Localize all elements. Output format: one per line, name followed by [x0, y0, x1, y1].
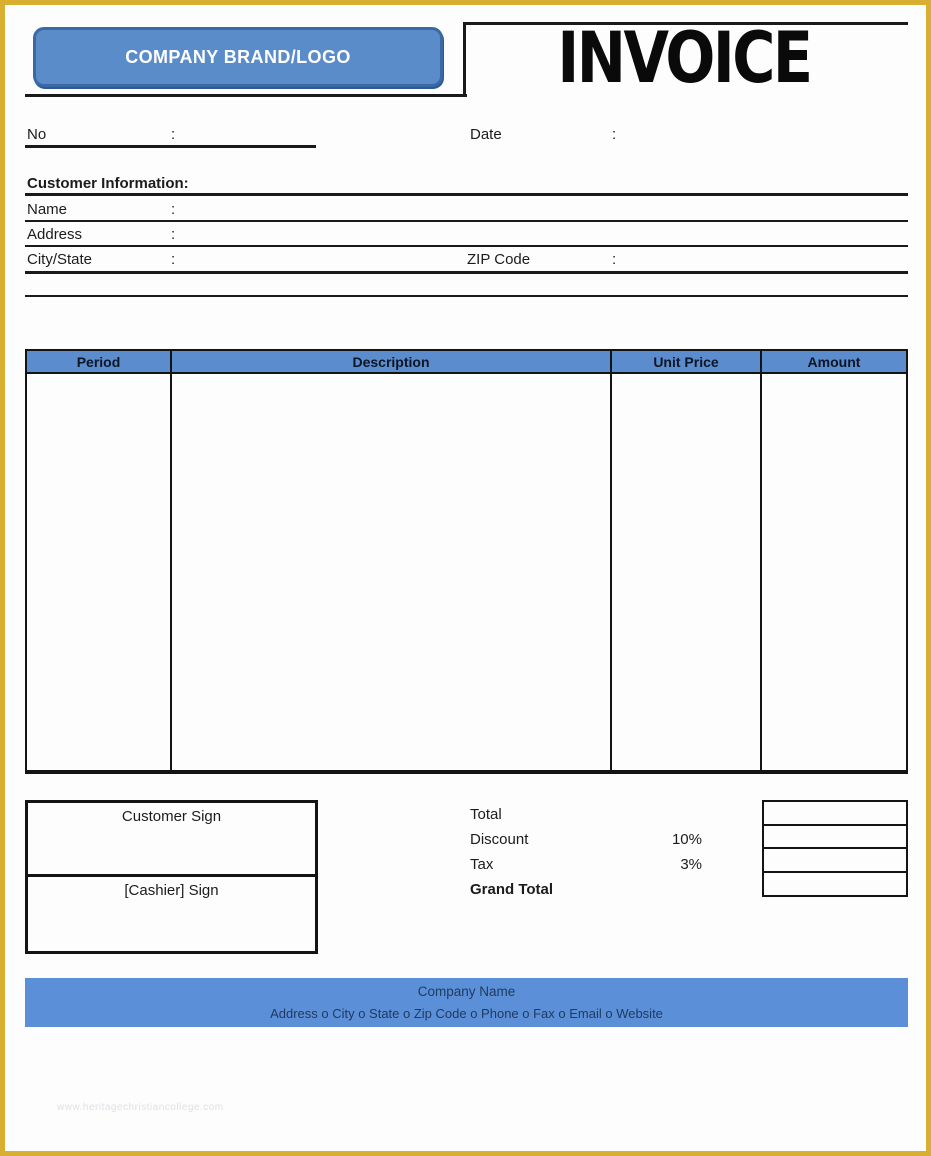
- date-label: Date: [470, 126, 502, 143]
- grand-total-amount-box[interactable]: [762, 871, 908, 897]
- header-divider-line: [25, 94, 467, 97]
- cashier-sign-box[interactable]: [25, 877, 318, 954]
- name-label: Name: [27, 201, 68, 218]
- footer-bar: [25, 978, 908, 1027]
- zip-code-label: ZIP Code: [467, 251, 531, 268]
- column-header-unit-price: Unit Price: [612, 351, 762, 372]
- items-table: [25, 349, 908, 774]
- footer-company-name: Company Name: [417, 984, 516, 999]
- customer-info-heading: Customer Information:: [27, 175, 189, 192]
- blank-field-line[interactable]: [25, 295, 908, 297]
- footer-contact-details: Address o City o State o Zip Code o Phone o Fax o Email o Website: [270, 1006, 663, 1021]
- discount-amount-box[interactable]: [762, 824, 908, 850]
- page-title: INVOICE: [557, 17, 811, 99]
- unit-price-column-body[interactable]: [612, 374, 762, 770]
- column-header-amount: Amount: [807, 353, 861, 370]
- city-state-label: City/State: [27, 251, 93, 268]
- date-colon: :: [612, 126, 617, 143]
- discount-value: 10%: [671, 831, 702, 848]
- watermark-text: www.heritagechristiancollege.com: [57, 1102, 224, 1113]
- address-colon: :: [171, 226, 176, 243]
- totals-amount-boxes: [762, 800, 908, 897]
- total-label: Total: [470, 806, 502, 823]
- description-column-body[interactable]: [172, 374, 612, 770]
- customer-sign-box[interactable]: [25, 800, 318, 877]
- city-state-colon: :: [171, 251, 176, 268]
- column-header-period: Period: [27, 351, 172, 372]
- discount-label: Discount: [470, 831, 529, 848]
- items-table-header-row: [25, 349, 908, 374]
- no-colon: :: [171, 126, 176, 143]
- items-table-body: [25, 374, 908, 774]
- name-colon: :: [171, 201, 176, 218]
- no-field-line[interactable]: [25, 145, 316, 148]
- no-label: No: [27, 126, 47, 143]
- tax-amount-box[interactable]: [762, 847, 908, 873]
- city-zip-field-line[interactable]: [25, 271, 908, 274]
- period-column-body[interactable]: [27, 374, 172, 770]
- tax-value: 3%: [680, 856, 702, 873]
- zip-code-colon: :: [612, 251, 617, 268]
- title-vertical-line: [463, 22, 466, 97]
- total-amount-box[interactable]: [762, 800, 908, 826]
- company-logo-box: [33, 27, 443, 87]
- customer-sign-label: Customer Sign: [121, 808, 222, 825]
- grand-total-label: Grand Total: [470, 881, 554, 898]
- address-label: Address: [27, 226, 83, 243]
- company-logo-label: COMPANY BRAND/LOGO: [125, 46, 351, 67]
- amount-column-body[interactable]: [762, 374, 906, 770]
- column-header-description: Description: [172, 351, 612, 372]
- tax-label: Tax: [470, 856, 494, 873]
- cashier-sign-label: [Cashier] Sign: [124, 882, 219, 899]
- address-field-line[interactable]: [25, 245, 908, 247]
- name-field-line[interactable]: [25, 220, 908, 222]
- customer-heading-line: [25, 193, 908, 196]
